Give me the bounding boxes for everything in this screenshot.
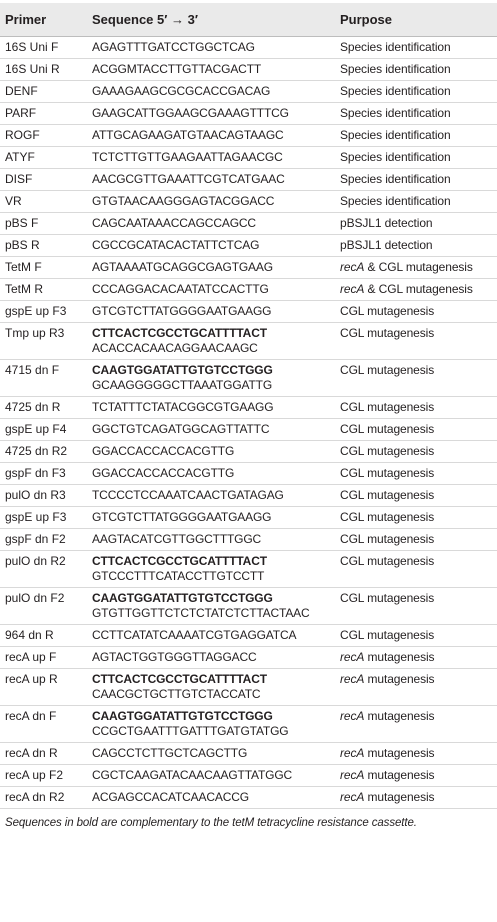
- purpose-cell: [337, 191, 497, 213]
- table-row: [0, 257, 497, 279]
- sequence-bold-part: CTTCACTCGCCTGCATTTTACT: [92, 672, 267, 686]
- primer-name-cell: pulO dn R2: [0, 551, 89, 588]
- sequence-cell: [89, 37, 337, 59]
- primer-name-cell: 4715 dn F: [0, 360, 89, 397]
- table-row: [0, 743, 497, 765]
- table-row: [0, 669, 497, 706]
- table-row: [0, 59, 497, 81]
- table-row: [0, 441, 497, 463]
- purpose-text: CGL mutagenesis: [340, 466, 435, 480]
- purpose-text: & CGL mutagenesis: [364, 282, 473, 296]
- purpose-cell: [337, 507, 497, 529]
- sequence-cell: [89, 169, 337, 191]
- primer-name-cell: recA dn R2: [0, 787, 89, 809]
- purpose-text: CGL mutagenesis: [340, 363, 435, 377]
- sequence-cell: [89, 257, 337, 279]
- purpose-cell: [337, 765, 497, 787]
- purpose-gene-italic: recA: [340, 709, 365, 723]
- primer-name-cell: TetM R: [0, 279, 89, 301]
- primer-name-cell: 4725 dn R2: [0, 441, 89, 463]
- sequence-cell: [89, 787, 337, 809]
- sequence-cell: [89, 59, 337, 81]
- purpose-text: CGL mutagenesis: [340, 510, 435, 524]
- purpose-text: CGL mutagenesis: [340, 554, 435, 568]
- sequence-text: ACGGMTACCTTGTTACGACTT: [92, 62, 262, 76]
- purpose-text: Species identification: [340, 172, 451, 186]
- purpose-text: CGL mutagenesis: [340, 444, 435, 458]
- primer-name-cell: gspE up F4: [0, 419, 89, 441]
- table-row: [0, 125, 497, 147]
- sequence-cell: [89, 191, 337, 213]
- purpose-cell: [337, 279, 497, 301]
- primer-name-cell: Tmp up R3: [0, 323, 89, 360]
- sequence-text: CAGCCTCTTGCTCAGCTTG: [92, 746, 248, 760]
- sequence-cell: [89, 81, 337, 103]
- table-row: [0, 397, 497, 419]
- sequence-text: TCCCCTCCAAATCAACTGATAGAG: [92, 488, 284, 502]
- sequence-text: AGTACTGGTGGGTTAGGACC: [92, 650, 257, 664]
- primer-name-cell: recA dn R: [0, 743, 89, 765]
- purpose-cell: [337, 529, 497, 551]
- primer-name-cell: pulO dn R3: [0, 485, 89, 507]
- sequence-cell: [89, 360, 337, 397]
- table-row: [0, 301, 497, 323]
- purpose-gene-italic: recA: [340, 768, 365, 782]
- sequence-plain-part: CCGCTGAATTTGATTTGATGTATGG: [92, 724, 289, 738]
- table-row: [0, 81, 497, 103]
- purpose-cell: [337, 647, 497, 669]
- purpose-cell: [337, 103, 497, 125]
- purpose-text: CGL mutagenesis: [340, 532, 435, 546]
- purpose-cell: [337, 59, 497, 81]
- table-row: [0, 279, 497, 301]
- sequence-text: AGTAAAATGCAGGCGAGTGAAG: [92, 260, 273, 274]
- purpose-text: Species identification: [340, 194, 451, 208]
- primer-name-cell: recA up F: [0, 647, 89, 669]
- table-row: [0, 169, 497, 191]
- sequence-cell: [89, 485, 337, 507]
- table-row: [0, 765, 497, 787]
- sequence-cell: [89, 301, 337, 323]
- purpose-gene-italic: recA: [340, 672, 365, 686]
- purpose-text: mutagenesis: [364, 672, 435, 686]
- primer-name-cell: TetM F: [0, 257, 89, 279]
- purpose-text: CGL mutagenesis: [340, 400, 435, 414]
- primer-name-cell: DENF: [0, 81, 89, 103]
- sequence-cell: [89, 625, 337, 647]
- purpose-text: Species identification: [340, 106, 451, 120]
- purpose-text: Species identification: [340, 128, 451, 142]
- purpose-text: CGL mutagenesis: [340, 326, 435, 340]
- purpose-cell: [337, 147, 497, 169]
- sequence-cell: [89, 743, 337, 765]
- purpose-cell: [337, 125, 497, 147]
- table-row: [0, 647, 497, 669]
- sequence-text: ACGAGCCACATCAACACCG: [92, 790, 249, 804]
- table-row: [0, 625, 497, 647]
- table-row: [0, 485, 497, 507]
- sequence-cell: [89, 419, 337, 441]
- sequence-text: GGACCACCACCACGTTG: [92, 466, 235, 480]
- sequence-cell: [89, 529, 337, 551]
- table-row: [0, 463, 497, 485]
- purpose-text: mutagenesis: [364, 650, 435, 664]
- table-row: [0, 529, 497, 551]
- sequence-text: CAGCAATAAACCAGCCAGCC: [92, 216, 256, 230]
- sequence-plain-part: GTGTTGGTTCTCTCTATCTCTTACTAAC: [92, 606, 310, 620]
- table-row: [0, 323, 497, 360]
- sequence-text: GTCGTCTTATGGGGAATGAAGG: [92, 304, 272, 318]
- purpose-cell: [337, 419, 497, 441]
- sequence-cell: [89, 213, 337, 235]
- table-header: [0, 3, 497, 37]
- purpose-text: CGL mutagenesis: [340, 591, 435, 605]
- sequence-bold-part: CAAGTGGATATTGTGTCCTGGG: [92, 709, 273, 723]
- sequence-plain-part: GTCCCTTTCATACCTTGTCCTT: [92, 569, 265, 583]
- table-row: [0, 588, 497, 625]
- sequence-cell: [89, 551, 337, 588]
- purpose-cell: [337, 787, 497, 809]
- purpose-gene-italic: recA: [340, 746, 365, 760]
- purpose-text: pBSJL1 detection: [340, 238, 433, 252]
- purpose-cell: [337, 706, 497, 743]
- primer-name-cell: gspE up F3: [0, 507, 89, 529]
- purpose-cell: [337, 81, 497, 103]
- sequence-cell: [89, 397, 337, 419]
- purpose-text: Species identification: [340, 84, 451, 98]
- sequence-cell: [89, 507, 337, 529]
- sequence-text: AAGTACATCGTTGGCTTTGGC: [92, 532, 262, 546]
- header-sequence: Sequence 5′ → 3′: [89, 3, 337, 37]
- sequence-cell: [89, 588, 337, 625]
- primer-name-cell: pBS R: [0, 235, 89, 257]
- primer-name-cell: 4725 dn R: [0, 397, 89, 419]
- primer-name-cell: VR: [0, 191, 89, 213]
- sequence-plain-part: GCAAGGGGGCTTAAATGGATTG: [92, 378, 273, 392]
- sequence-bold-part: CTTCACTCGCCTGCATTTTACT: [92, 554, 267, 568]
- purpose-cell: [337, 323, 497, 360]
- purpose-cell: [337, 588, 497, 625]
- sequence-cell: [89, 669, 337, 706]
- primer-name-cell: ATYF: [0, 147, 89, 169]
- primer-name-cell: gspF dn F2: [0, 529, 89, 551]
- primer-name-cell: 964 dn R: [0, 625, 89, 647]
- primer-name-cell: ROGF: [0, 125, 89, 147]
- primer-name-cell: pBS F: [0, 213, 89, 235]
- purpose-cell: [337, 301, 497, 323]
- sequence-text: GAAAGAAGCGCGCACCGACAG: [92, 84, 271, 98]
- primer-name-cell: DISF: [0, 169, 89, 191]
- sequence-cell: [89, 441, 337, 463]
- sequence-cell: [89, 235, 337, 257]
- sequence-text: ATTGCAGAAGATGTAACAGTAAGC: [92, 128, 284, 142]
- purpose-text: pBSJL1 detection: [340, 216, 433, 230]
- table-footnote: Sequences in bold are complementary to the tetM tetracycline resistance cassette.: [5, 817, 417, 829]
- primer-name-cell: pulO dn F2: [0, 588, 89, 625]
- purpose-text: mutagenesis: [364, 746, 435, 760]
- table-row: [0, 551, 497, 588]
- purpose-text: mutagenesis: [364, 709, 435, 723]
- sequence-text: GGCTGTCAGATGGCAGTTATTC: [92, 422, 270, 436]
- sequence-text: AACGCGTTGAAATTCGTCATGAAC: [92, 172, 285, 186]
- sequence-text: GTCGTCTTATGGGGAATGAAGG: [92, 510, 272, 524]
- sequence-text: GGACCACCACCACGTTG: [92, 444, 235, 458]
- sequence-cell: [89, 103, 337, 125]
- sequence-cell: [89, 279, 337, 301]
- table-row: [0, 235, 497, 257]
- sequence-cell: [89, 647, 337, 669]
- table-row: [0, 213, 497, 235]
- purpose-cell: [337, 397, 497, 419]
- table-row: [0, 103, 497, 125]
- sequence-text: AGAGTTTGATCCTGGCTCAG: [92, 40, 255, 54]
- sequence-bold-part: CAAGTGGATATTGTGTCCTGGG: [92, 591, 273, 605]
- sequence-cell: [89, 706, 337, 743]
- purpose-cell: [337, 360, 497, 397]
- purpose-text: Species identification: [340, 62, 451, 76]
- purpose-cell: [337, 441, 497, 463]
- primer-name-cell: gspF dn F3: [0, 463, 89, 485]
- purpose-text: mutagenesis: [364, 790, 435, 804]
- purpose-cell: [337, 235, 497, 257]
- header-row: [0, 3, 497, 37]
- purpose-text: CGL mutagenesis: [340, 628, 435, 642]
- purpose-cell: [337, 37, 497, 59]
- sequence-cell: [89, 463, 337, 485]
- purpose-cell: [337, 463, 497, 485]
- primer-name-cell: 16S Uni R: [0, 59, 89, 81]
- purpose-gene-italic: recA: [340, 650, 365, 664]
- purpose-gene-italic: recA: [340, 260, 365, 274]
- purpose-cell: [337, 743, 497, 765]
- purpose-cell: [337, 213, 497, 235]
- sequence-text: CCCAGGACACAATATCCACTTG: [92, 282, 269, 296]
- sequence-bold-part: CAAGTGGATATTGTGTCCTGGG: [92, 363, 273, 377]
- purpose-text: Species identification: [340, 40, 451, 54]
- sequence-bold-part: CTTCACTCGCCTGCATTTTACT: [92, 326, 267, 340]
- purpose-gene-italic: recA: [340, 790, 365, 804]
- sequence-text: GTGTAACAAGGGAGTACGGACC: [92, 194, 275, 208]
- sequence-plain-part: CAACGCTGCTTGTCTACCATC: [92, 687, 261, 701]
- purpose-cell: [337, 169, 497, 191]
- purpose-cell: [337, 669, 497, 706]
- purpose-cell: [337, 485, 497, 507]
- purpose-cell: [337, 625, 497, 647]
- table-row: [0, 360, 497, 397]
- sequence-cell: [89, 147, 337, 169]
- header-purpose: Purpose: [337, 3, 497, 37]
- primer-name-cell: recA up R: [0, 669, 89, 706]
- table-row: [0, 507, 497, 529]
- sequence-text: TCTCTTGTTGAAGAATTAGAACGC: [92, 150, 283, 164]
- sequence-text: TCTATTTCTATACGGCGTGAAGG: [92, 400, 274, 414]
- purpose-text: CGL mutagenesis: [340, 422, 435, 436]
- sequence-cell: [89, 323, 337, 360]
- primer-name-cell: recA up F2: [0, 765, 89, 787]
- primer-table: [0, 3, 497, 809]
- header-primer: Primer: [0, 3, 89, 37]
- table-row: [0, 191, 497, 213]
- primer-name-cell: 16S Uni F: [0, 37, 89, 59]
- sequence-text: CGCCGCATACACTATTCTCAG: [92, 238, 260, 252]
- primer-name-cell: recA dn F: [0, 706, 89, 743]
- sequence-plain-part: ACACCACAACAGGAACAAGC: [92, 341, 258, 355]
- purpose-text: mutagenesis: [364, 768, 435, 782]
- sequence-cell: [89, 765, 337, 787]
- table-row: [0, 706, 497, 743]
- table-row: [0, 787, 497, 809]
- purpose-cell: [337, 551, 497, 588]
- sequence-text: CCTTCATATCAAAATCGTGAGGATCA: [92, 628, 297, 642]
- purpose-gene-italic: recA: [340, 282, 365, 296]
- table-row: [0, 147, 497, 169]
- purpose-text: & CGL mutagenesis: [364, 260, 473, 274]
- sequence-text: GAAGCATTGGAAGCGAAAGTTTCG: [92, 106, 289, 120]
- table-body: [0, 37, 497, 809]
- table-row: [0, 37, 497, 59]
- sequence-text: CGCTCAAGATACAACAAGTTATGGC: [92, 768, 293, 782]
- table-row: [0, 419, 497, 441]
- sequence-cell: [89, 125, 337, 147]
- purpose-text: Species identification: [340, 150, 451, 164]
- purpose-text: CGL mutagenesis: [340, 304, 435, 318]
- primer-name-cell: gspE up F3: [0, 301, 89, 323]
- purpose-cell: [337, 257, 497, 279]
- purpose-text: CGL mutagenesis: [340, 488, 435, 502]
- primer-name-cell: PARF: [0, 103, 89, 125]
